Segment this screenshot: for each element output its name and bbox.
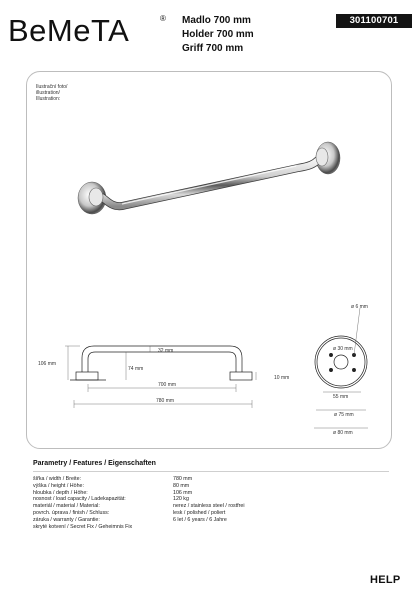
dim-hole-span: 55 mm — [333, 394, 349, 400]
param-value: 780 mm — [173, 476, 193, 482]
dim-left: 74 mm — [128, 366, 144, 372]
param-label: skryté kotvení / Secret Fix / Geheimnis Fix — [33, 523, 133, 530]
param-value: lesk / polished / poliert — [173, 509, 226, 516]
product-title-de: Griff 700 mm — [182, 43, 244, 54]
dim-outer: ø 80 mm — [333, 430, 353, 436]
param-row — [33, 517, 373, 524]
caption-line: Illustration: — [36, 96, 61, 103]
param-value: 106 mm — [173, 489, 193, 496]
param-label: materiál / material / Material: — [33, 503, 100, 510]
technical-drawing — [30, 300, 392, 440]
dim-height: 106 mm — [38, 361, 57, 367]
dim-total-length: 780 mm — [156, 398, 175, 404]
registered-mark: ® — [160, 14, 166, 23]
param-row — [33, 490, 373, 497]
dim-inner-span: 700 mm — [158, 382, 177, 388]
product-title-cz: Madlo 700 mm — [182, 15, 251, 26]
param-value: 80 mm — [173, 482, 190, 489]
param-row — [33, 476, 373, 483]
param-label: nosnost / load capacity / Ladekapazität: — [33, 496, 126, 503]
help-label: HELP — [370, 574, 401, 586]
param-row — [33, 503, 373, 510]
param-label: povrch. úprava / finish / Schluss: — [33, 509, 110, 516]
illustration-caption — [36, 84, 67, 103]
param-value: nerez / stainless steel / rostfrei — [173, 503, 245, 510]
param-label: záruka / warranty / Garantie: — [33, 516, 100, 523]
product-title-en: Holder 700 mm — [182, 29, 254, 40]
param-value: 6 let / 6 years / 6 Jahre — [173, 516, 227, 523]
param-value: 120 kg — [173, 496, 189, 503]
param-row — [33, 524, 373, 531]
param-row — [33, 483, 373, 490]
caption-line: illustration/ — [36, 90, 60, 97]
param-row — [33, 496, 373, 503]
param-label: šířka / width / Breite: — [33, 476, 81, 482]
param-label: hloubka / depth / Höhe: — [33, 489, 88, 496]
product-code-badge: 301100701 — [336, 14, 412, 28]
dim-base: 10 mm — [274, 375, 290, 381]
bemeta-logo — [8, 12, 168, 46]
caption-line: Ilustrační foto/ — [36, 84, 68, 90]
product-titles — [182, 14, 254, 56]
logo-text: BeMeTA — [8, 13, 130, 46]
dim-rim: ø 75 mm — [334, 412, 354, 418]
parameters-heading: Parametry / Features / Eigenschaften — [33, 460, 389, 472]
parameters-list — [33, 476, 373, 530]
dim-top: 32 mm — [158, 348, 174, 354]
grab-bar-photo — [60, 120, 360, 250]
param-label: výška / height / Höhe: — [33, 482, 84, 489]
param-row — [33, 510, 373, 517]
dim-bore: ø 30 mm — [333, 346, 353, 352]
dim-hole: ø 6 mm — [351, 304, 368, 310]
